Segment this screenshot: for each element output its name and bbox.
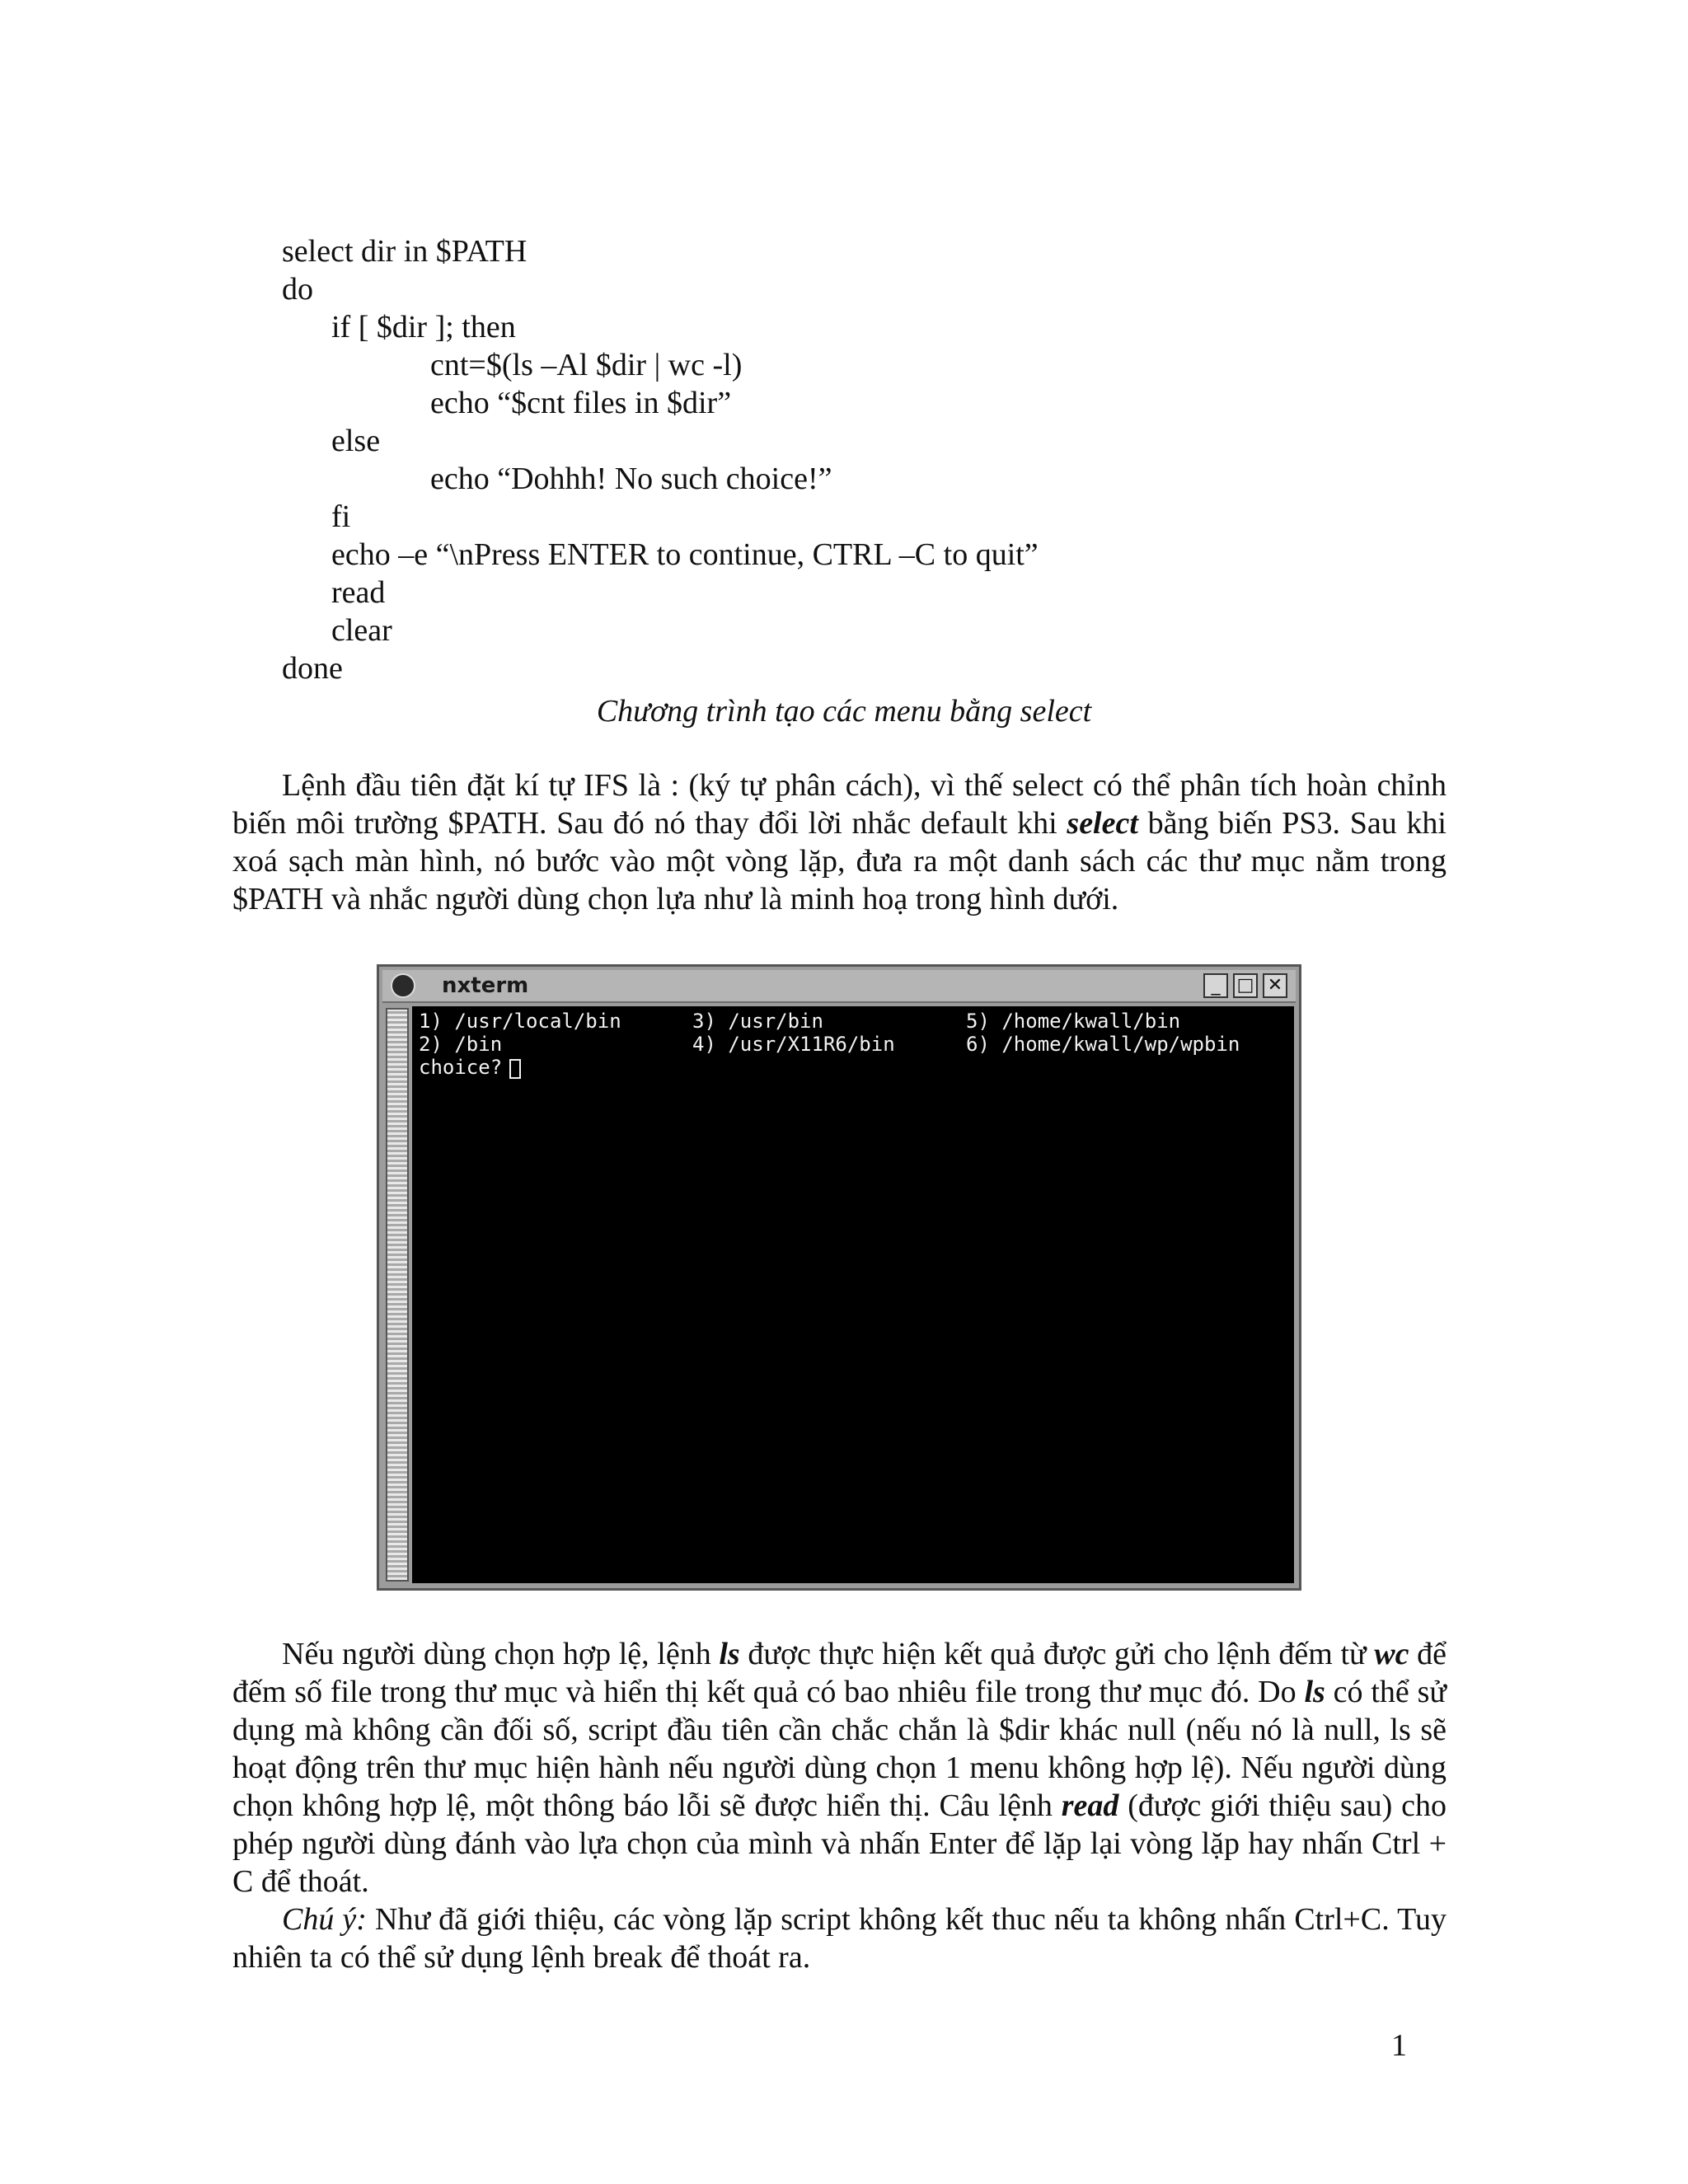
paragraph-text: (được giới thiệu sau) cho phép người dùng đánh vào lựa chọn của mình và nhấn Enter để lặp lại vòng lặp hay nhấn Ctrl + C để thoát. [232, 1788, 1447, 1899]
paragraph-explanation [232, 1635, 1447, 1900]
code-line: cnt=$(ls –Al $dir | wc -l) [430, 348, 743, 382]
choice-prompt: choice? [419, 1056, 503, 1079]
text-cursor [509, 1059, 521, 1079]
terminal-screen[interactable] [412, 1006, 1294, 1583]
paragraph-text: Lệnh đầu tiên đặt kí tự IFS là : (ký tự phân cách), vì thế select có thể phân tích hoàn chỉnh biến môi trường $PATH. Sau đó nó thay đổi lời nhắc default khi [232, 768, 1447, 841]
page-number: 1 [1391, 2028, 1407, 2063]
terminal-title: nxterm [442, 973, 529, 998]
maximize-button[interactable]: □ [1233, 973, 1258, 998]
code-line: echo –e “\nPress ENTER to continue, CTRL –C to quit” [331, 537, 1039, 572]
code-line: done [282, 651, 343, 686]
menu-option: 1) /usr/local/bin [419, 1010, 621, 1033]
code-caption: Chương trình tạo các menu bằng select [596, 694, 1092, 729]
code-line: fi [331, 499, 351, 534]
paragraph-text: bằng biến PS3. Sau khi xoá sạch màn hình, nó bước vào một vòng lặp, đưa ra một danh sách các thư mục nằm trong $PATH và nhắc người dùng chọn lựa như là minh hoạ trong hình dưới. [232, 806, 1447, 916]
terminal-titlebar [382, 970, 1296, 1003]
code-line: echo “Dohhh! No such choice!” [430, 462, 832, 496]
minimize-button[interactable]: _ [1203, 973, 1228, 998]
keyword-ls: ls [719, 1637, 740, 1671]
close-button[interactable]: ✕ [1263, 973, 1287, 998]
code-line: do [282, 272, 313, 307]
terminal-window [377, 964, 1301, 1591]
menu-option: 3) /usr/bin [692, 1010, 823, 1033]
paragraph-text: để đếm số file trong thư mục và hiển thị kết quả có bao nhiêu file trong thư mục đó. Do [232, 1637, 1447, 1709]
code-line: clear [331, 613, 392, 648]
menu-option: 6) /home/kwall/wp/wpbin [966, 1033, 1240, 1056]
paragraph-text: có thể sử dụng mà không cần đối số, script đầu tiên cần chắc chắn là $dir khác null (nếu nó là null, ls sẽ hoạt động trên thư mục hiện hành nếu người dùng chọn 1 menu không hợp lệ). Nếu người dùng chọn không hợp lệ, một thông báo lỗi sẽ được hiển thị. Câu lệnh [232, 1675, 1447, 1823]
paragraph-note [232, 1900, 1447, 1976]
app-logo-icon [391, 973, 415, 998]
paragraph-text: Nếu người dùng chọn hợp lệ, lệnh [282, 1637, 720, 1671]
code-line: read [331, 575, 386, 610]
terminal-scrollbar[interactable] [386, 1008, 409, 1582]
paragraph-text: được thực hiện kết quả được gửi cho lệnh đếm từ [739, 1637, 1375, 1671]
code-line: select dir in $PATH [282, 234, 528, 269]
keyword-wc: wc [1374, 1637, 1409, 1671]
note-text: Như đã giới thiệu, các vòng lặp script không kết thuc nếu ta không nhấn Ctrl+C. Tuy nhiên ta có thể sử dụng lệnh break để thoát ra. [232, 1902, 1447, 1975]
menu-option: 2) /bin [419, 1033, 503, 1056]
paragraph-intro [232, 766, 1447, 918]
keyword-ls: ls [1304, 1675, 1325, 1709]
menu-option: 4) /usr/X11R6/bin [692, 1033, 895, 1056]
keyword-select: select [1067, 806, 1138, 841]
code-line: if [ $dir ]; then [331, 310, 516, 344]
note-label: Chú ý: [282, 1902, 367, 1937]
menu-option: 5) /home/kwall/bin [966, 1010, 1181, 1033]
code-line: echo “$cnt files in $dir” [430, 386, 732, 420]
keyword-read: read [1061, 1788, 1119, 1823]
code-line: else [331, 424, 381, 458]
